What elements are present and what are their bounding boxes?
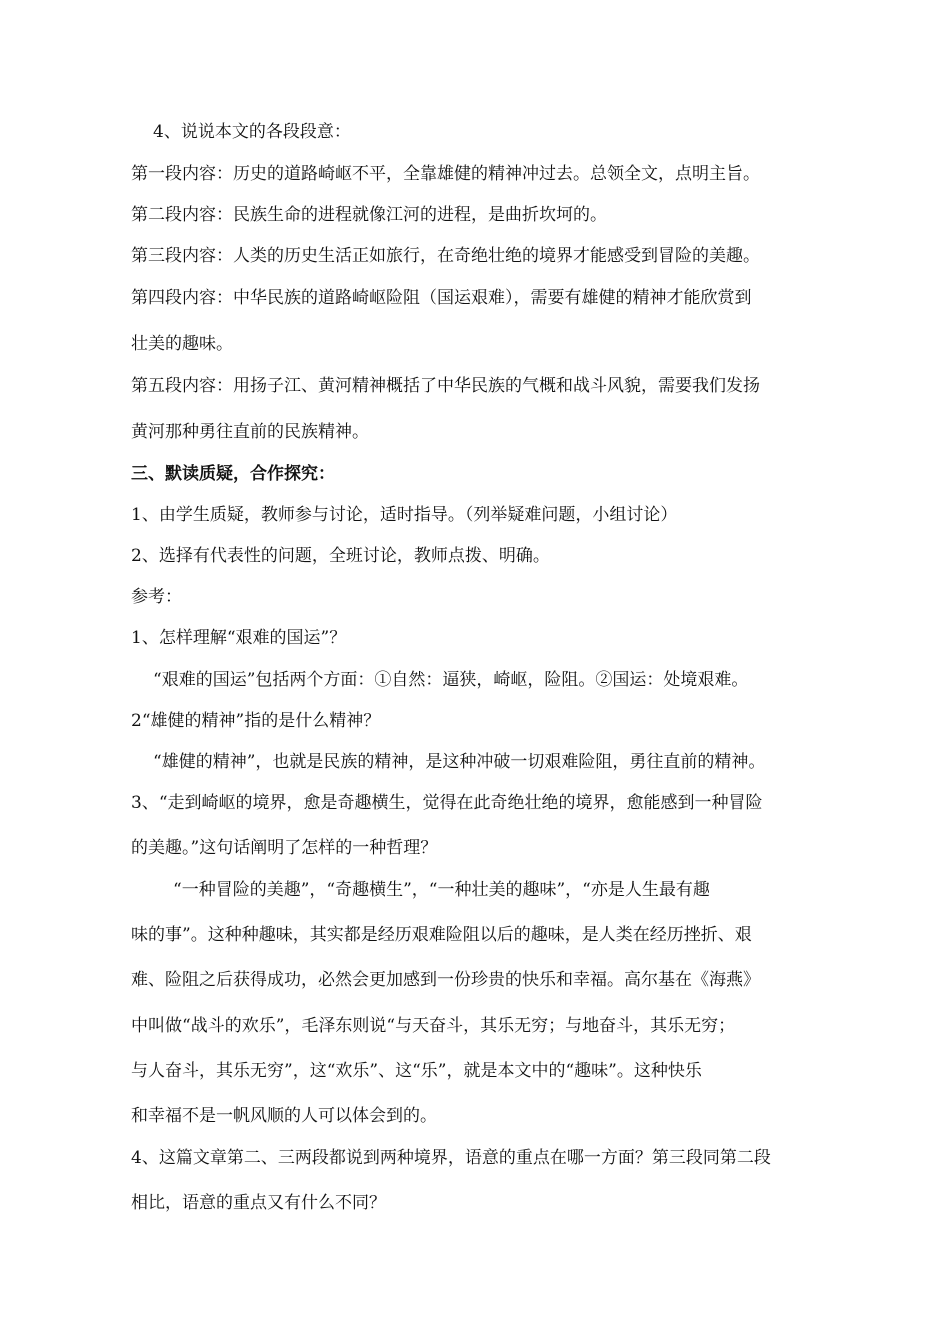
question-3-cont: 的美趣。”这句话阐明了怎样的一种哲理？: [131, 838, 438, 858]
paragraph-5-summary-cont: 黄河那种勇往直前的民族精神。: [131, 422, 369, 442]
answer-3-line-2: 味的事”。这种种趣味，其实都是经历艰难险阻以后的趣味，是人类在经历挫折、艰: [131, 925, 752, 945]
paragraph-1-summary: 第一段内容：历史的道路崎岖不平，全靠雄健的精神冲过去。总领全文，点明主旨。: [131, 164, 760, 184]
answer-2: “雄健的精神”，也就是民族的精神，是这种冲破一切艰难险阻，勇往直前的精神。: [153, 752, 766, 772]
answer-3-line-3: 难、险阻之后获得成功，必然会更加感到一份珍贵的快乐和幸福。高尔基在《海燕》: [131, 970, 760, 990]
answer-3-line-6: 和幸福不是一帆风顺的人可以体会到的。: [131, 1106, 437, 1126]
paragraph-2-summary: 第二段内容：民族生命的进程就像江河的进程，是曲折坎坷的。: [131, 205, 607, 225]
paragraph-4-summary-cont: 壮美的趣味。: [131, 334, 233, 354]
question-2: 2“雄健的精神”指的是什么精神？: [131, 711, 381, 731]
paragraph-4-summary: 第四段内容：中华民族的道路崎岖险阻（国运艰难），需要有雄健的精神才能欣赏到: [131, 288, 752, 308]
answer-3-line-4: 中叫做“战斗的欢乐”，毛泽东则说“与天奋斗，其乐无穷；与地奋斗，其乐无穷；: [131, 1016, 736, 1036]
answer-1: “艰难的国运”包括两个方面：①自然：逼狭，崎岖，险阻。②国运：处境艰难。: [153, 670, 749, 690]
question-1: 1、怎样理解“艰难的国运”？: [131, 628, 347, 648]
paragraph-5-summary: 第五段内容：用扬子江、黄河精神概括了中华民族的气概和战斗风貌，需要我们发扬: [131, 376, 760, 396]
answer-3-line-1: “一种冒险的美趣”，“奇趣横生”，“一种壮美的趣味”，“亦是人生最有趣: [173, 880, 710, 900]
section-3-heading: 三、默读质疑，合作探究：: [131, 464, 335, 484]
question-4-cont: 相比，语意的重点又有什么不同？: [131, 1193, 386, 1213]
reference-label: 参考：: [131, 587, 182, 607]
paragraph-3-summary: 第三段内容：人类的历史生活正如旅行，在奇绝壮绝的境界才能感受到冒险的美趣。: [131, 246, 760, 266]
answer-3-line-5: 与人奋斗，其乐无穷”，这“欢乐”、这“乐”，就是本文中的“趣味”。这种快乐: [131, 1061, 702, 1081]
step-2-text: 2、选择有代表性的问题，全班讨论，教师点拨、明确。: [131, 546, 550, 566]
question-4-heading: 4、说说本文的各段段意：: [153, 122, 351, 142]
question-4: 4、这篇文章第二、三两段都说到两种境界，语意的重点在哪一方面？第三段同第二段: [131, 1148, 771, 1168]
question-3: 3、“走到崎岖的境界，愈是奇趣横生，觉得在此奇绝壮绝的境界，愈能感到一种冒险: [131, 793, 763, 813]
step-1-text: 1、由学生质疑，教师参与讨论，适时指导。（列举疑难问题，小组讨论）: [131, 505, 678, 525]
